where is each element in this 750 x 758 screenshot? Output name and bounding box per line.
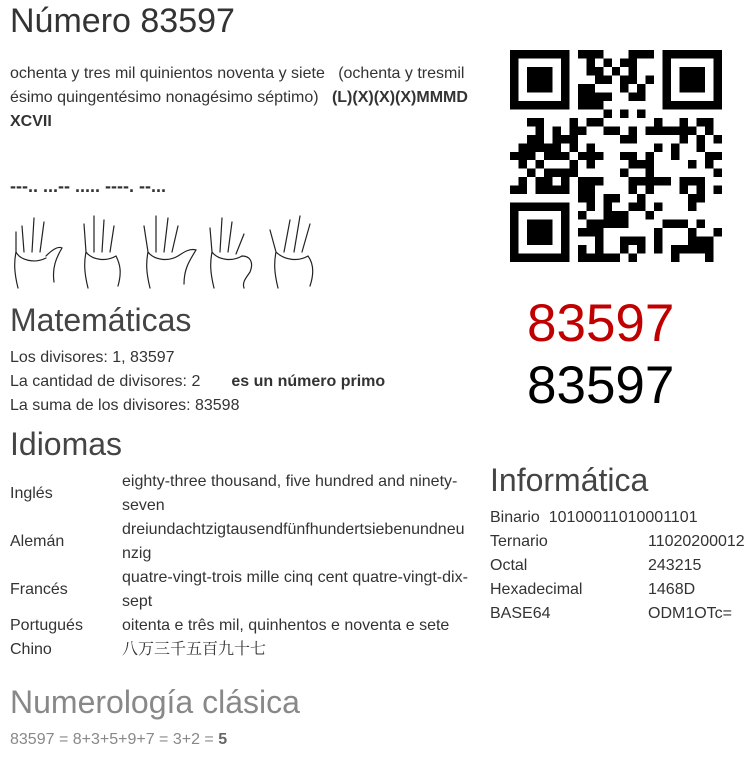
table-row <box>10 518 468 566</box>
computing-section <box>490 506 748 626</box>
numerology-heading: Numerología clásica <box>10 684 300 720</box>
table-row <box>10 614 468 638</box>
language-value: dreiundachtzigtausendfünfhundertsiebenundneu nzig <box>122 521 465 562</box>
roman-numeral: (L)(X)(X)(X)MMMD XCVII <box>10 89 468 130</box>
binary-value: 10100011010001101 <box>548 509 698 526</box>
number-red: 83597 <box>527 294 675 353</box>
language-name: Portugués <box>10 617 83 634</box>
language-name: Alemán <box>10 533 65 550</box>
computing-heading: Informática <box>490 462 649 498</box>
table-row <box>10 638 468 662</box>
math-section <box>10 346 385 418</box>
table-row: BASE64 ODM1OTc= <box>490 605 733 622</box>
morse-code: ---.. ...-- ..... ----. --... <box>10 176 166 196</box>
number-black: 83597 <box>527 356 675 415</box>
hand-9-icon <box>210 218 252 288</box>
sign-language-hands <box>10 212 330 297</box>
divisor-count-line: La cantidad de divisores: 2 es un número primo <box>10 373 386 390</box>
language-name: Inglés <box>10 485 53 502</box>
binary-row <box>490 506 748 530</box>
math-heading: Matemáticas <box>10 302 192 338</box>
table-row: Octal 243215 <box>490 557 702 574</box>
numerology-result: 5 <box>218 731 228 748</box>
language-value: quatre-vingt-trois mille cinq cent quatre-vingt-dix- sept <box>122 569 468 610</box>
divisor-sum-line: La suma de los divisores: 83598 <box>10 397 240 414</box>
table-row <box>10 470 468 518</box>
hand-5-icon <box>144 216 196 288</box>
spelled-number: ochenta y tres mil quinientos noventa y siete <box>10 65 325 82</box>
spelled-out-block <box>10 62 480 134</box>
hand-7-icon <box>270 216 313 288</box>
table-row: Ternario 11020200012 <box>490 533 745 550</box>
qr-code-icon <box>510 50 722 262</box>
page-title: Número 83597 <box>10 2 235 40</box>
hand-8-icon <box>15 218 62 288</box>
languages-table <box>10 470 480 662</box>
language-value: eighty-three thousand, five hundred and ninety- seven <box>122 473 458 514</box>
language-name: Chino <box>10 641 52 658</box>
language-value: oitenta e três mil, quinhentos e noventa e sete <box>122 617 450 634</box>
prime-badge: es un número primo <box>231 373 386 390</box>
hand-3-icon <box>84 216 120 288</box>
table-row <box>10 566 468 614</box>
language-value: 八万三千五百九十七 <box>122 641 267 658</box>
numerology-formula: 83597 = 8+3+5+9+7 = 3+2 = 5 <box>10 731 228 748</box>
ordinal-number: (ochenta y tresmil ésimo quingentésimo nonagésimo séptimo) <box>10 65 465 106</box>
language-name: Francés <box>10 581 68 598</box>
table-row: Hexadecimal 1468D <box>490 581 696 598</box>
divisors-line: Los divisores: 1, 83597 <box>10 349 175 366</box>
languages-heading: Idiomas <box>10 426 123 462</box>
binary-label: Binario <box>490 509 540 526</box>
